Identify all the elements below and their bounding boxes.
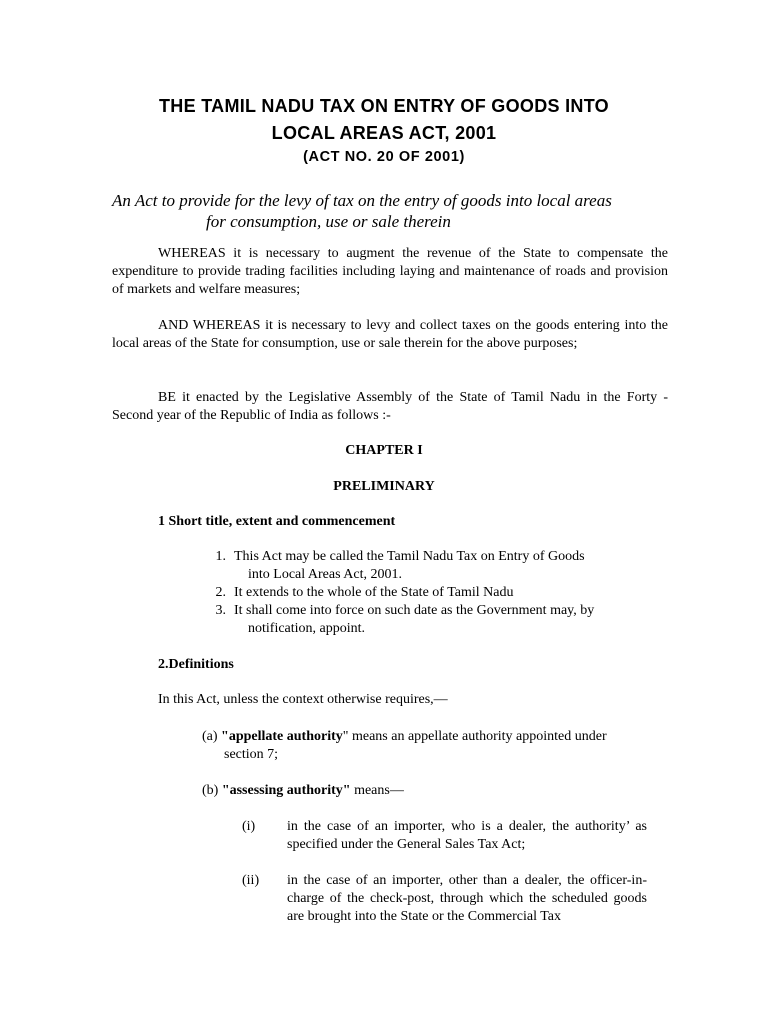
whereas-text-1: WHEREAS it is necessary to augment the revenue of the State to compensate the expenditure to provide trading facilities including laying and maintenance of roads and provision of markets and welfare measures; bbox=[112, 246, 668, 297]
whereas-text-2: AND WHEREAS it is necessary to levy and collect taxes on the goods entering into the local areas of the State for consumption, use or sale therein for the above purposes; bbox=[112, 318, 668, 351]
act-number: (ACT NO. 20 OF 2001) bbox=[303, 149, 465, 165]
enacting-text: BE it enacted by the Legislative Assembly of the State of Tamil Nadu in the Forty - Second year of the Republic of India as follows :- bbox=[112, 390, 668, 423]
term-appellate-authority: "appellate authority bbox=[221, 729, 343, 744]
section2-heading: 2.Definitions bbox=[158, 657, 234, 672]
act-preamble bbox=[112, 190, 672, 232]
definition-a: (a) "appellate authority" means an appellate authority appointed under section 7; bbox=[202, 729, 607, 762]
sub-clause-ii: (ii) in the case of an importer, other than a dealer, the officer-in-charge of the check-post, through which the scheduled goods are brought into the State or the Commercial Tax bbox=[242, 873, 647, 924]
act-title-line2: LOCAL AREAS ACT, 2001 bbox=[271, 123, 497, 143]
whereas-paragraph-2 bbox=[112, 317, 668, 353]
term-assessing-authority: "assessing authority" bbox=[221, 783, 351, 798]
definition-b: (b) "assessing authority" means— bbox=[202, 783, 404, 798]
preamble-line2: for consumption, use or sale therein bbox=[206, 212, 451, 231]
definitions-intro: In this Act, unless the context otherwise requires,— bbox=[158, 692, 448, 707]
section1-list bbox=[216, 548, 656, 638]
enacting-paragraph bbox=[112, 389, 668, 425]
section1-heading: 1 Short title, extent and commencement bbox=[158, 514, 396, 529]
list-item: 2. It extends to the whole of the State of Tamil Nadu bbox=[215, 585, 514, 600]
list-item: 3. It shall come into force on such date as the Government may, by notification, appoint. bbox=[215, 603, 595, 636]
chapter-name: PRELIMINARY bbox=[333, 479, 435, 494]
whereas-paragraph-1 bbox=[112, 245, 668, 299]
preamble-line1: An Act to provide for the levy of tax on the entry of goods into local areas bbox=[112, 191, 612, 210]
list-item: 1. This Act may be called the Tamil Nadu Tax on Entry of Goods into Local Areas Act, 2001. bbox=[215, 549, 585, 582]
chapter-number: CHAPTER I bbox=[345, 443, 423, 458]
act-title-line1: THE TAMIL NADU TAX ON ENTRY OF GOODS INTO bbox=[159, 96, 609, 116]
sub-clause-i: (i) in the case of an importer, who is a dealer, the authority’ as specified under the General Sales Tax Act; bbox=[242, 819, 647, 852]
